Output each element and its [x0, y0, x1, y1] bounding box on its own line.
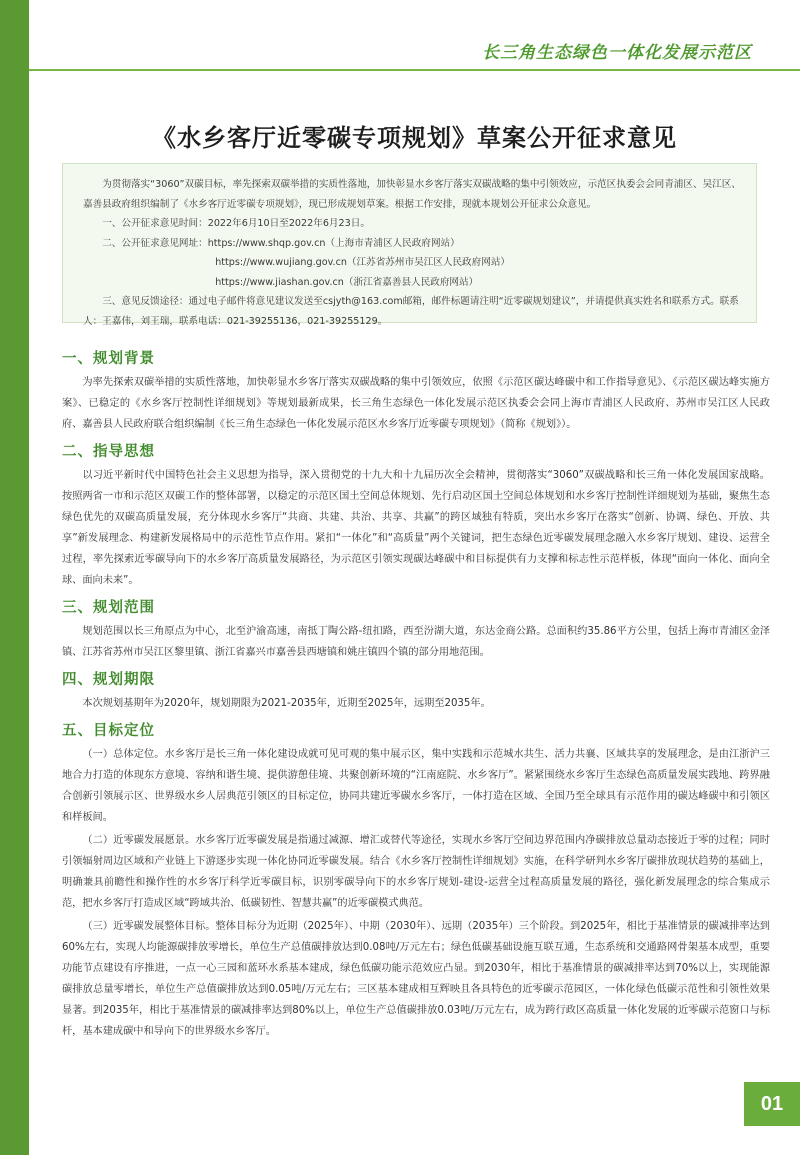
section-paragraph: 以习近平新时代中国特色社会主义思想为指导，深入贯彻党的十九大和十九届历次全会精神，贯彻落实“3060”双碳战略和长三角一体化发展国家战略。按照两省一市和示范区双碳工作的整体部署，以稳定的示范区国土空间总体规划、先行启动区国土空间总体规划和水乡客厅控制性详细规划为基础，聚焦生态绿色优先的双碳高质量发展，充分体现水乡客厅“共商、共建、共治、共享、共赢”的跨区域独有特质，突出水乡客厅在落实“创新、协调、绿色、开放、共享”新发展理念、构建新发展格局中的示范性节点作用。紧扣“一体化”和“高质量”两个关键词，把生态绿色近零碳发展理念融入水乡客厅规划、建设、运营全过程，率先探索近零碳导向下的水乡客厅高质量发展路径，为示范区引领实现碳达峰碳中和目标提供有力支撑和标志性示范样板，体现“面向一体化、面向全球、面向未来”。 — [62, 470, 770, 586]
section-paragraph: （三）近零碳发展整体目标。整体目标分为近期（2025年）、中期（2030年）、远期（2035年）三个阶段。到2025年，相比于基准情景的碳减排率达到60%左右，实现人均能源碳排放零增长，单位生产总值碳排放达到0.08吨/万元左右；绿色低碳基础设施互联互通，生态系统和交通路网骨架基本成型，重要功能节点建设有序推进，一点一心三园和蓝环水系基本建成，绿色低碳功能示范效应凸显。到2030年，相比于基准情景的碳减排率达到70%以上，实现能源碳排放总量零增长，单位生产总值碳排放达到0.05吨/万元左右；三区基本建成相互辉映且各具特色的近零碳示范园区，一体化绿色低碳示范性和引领性效果显著。到2035年，相比于基准情景的碳减排率达到80%以上，单位生产总值碳排放0.03吨/万元左右，成为跨行政区高质量一体化发展的近零碳示范窗口与标杆，基本建成碳中和导向下的世界级水乡客厅。 — [62, 921, 770, 1037]
notice-item-time: 一、公开征求意见时间：2022年6月10日至2022年6月23日。 — [102, 218, 370, 229]
notice-box — [62, 163, 757, 327]
section-paragraph: （二）近零碳发展愿景。水乡客厅近零碳发展是指通过减源、增汇或替代等途径，实现水乡客厅空间边界范围内净碳排放总量动态接近于零的过程；同时引领辐射周边区域和产业链上下游逐步实现一体化协同近零碳发展。结合《水乡客厅控制性详细规划》实施，在科学研判水乡客厅碳排放现状趋势的基础上，明确兼具前瞻性和操作性的水乡客厅科学近零碳目标，识别零碳导向下的水乡客厅规划-建设-运营全过程高质量发展的路径，强化新发展理念的综合集成示范，把水乡客厅打造成区域“跨域共治、低碳韧性、智慧共赢”的近零碳模式典范。 — [62, 835, 770, 909]
notice-item-url-3: https://www.jiashan.gov.cn（浙江省嘉善县人民政府网站） — [215, 276, 479, 288]
section-title-scope: 三、规划范围 — [62, 600, 155, 616]
section-paragraph: 本次规划基期年为2020年，规划期限为2021-2035年，近期至2025年，远期至2035年。 — [82, 698, 491, 709]
notice-item-url-1: 二、公开征求意见网址：https://www.shqp.gov.cn（上海市青浦区人民政府网站） — [102, 237, 460, 249]
section-title-period: 四、规划期限 — [62, 672, 155, 688]
section-title-guiding-ideology: 二、指导思想 — [62, 444, 155, 460]
header-title: 长三角生态绿色一体化发展示范区 — [482, 43, 752, 63]
section-title-goals: 五、目标定位 — [62, 723, 155, 739]
notice-item-url-2: https://www.wujiang.gov.cn（江苏省苏州市吴江区人民政府网站） — [215, 257, 511, 268]
section-title-background: 一、规划背景 — [62, 351, 155, 367]
page-number: 01 — [744, 1082, 800, 1126]
notice-intro: 为贯彻落实“3060”双碳目标，率先探索双碳举措的实质性落地，加快彰显水乡客厅落实双碳战略的集中引领效应，示范区执委会会同青浦区、吴江区、嘉善县政府组织编制了《水乡客厅近零碳专项规划》，现已形成规划草案。根据工作安排，现就本规划公开征求公众意见。 — [83, 179, 741, 210]
section-paragraph: 规划范围以长三角原点为中心，北至沪渝高速，南抵丁陶公路-纽扣路，西至汾湖大道，东达金商公路。总面积约35.86平方公里，包括上海市青浦区金泽镇、江苏省苏州市吴江区黎里镇、浙江省嘉兴市嘉善县西塘镇和姚庄镇四个镇的部分用地范围。 — [62, 626, 770, 658]
notice-item-feedback: 三、意见反馈途径：通过电子邮件将意见建议发送至csjyth@163.com邮箱，邮件标题请注明“近零碳规划建议”，并请提供真实姓名和联系方式。联系人：王嘉伟，刘王瑞，联系电话：021-39255136，021-39255129。 — [83, 296, 739, 327]
main-content — [62, 348, 770, 1044]
section-paragraph: 为率先探索双碳举措的实质性落地，加快彰显水乡客厅落实双碳战略的集中引领效应，依照《示范区碳达峰碳中和工作指导意见》、《示范区碳达峰实施方案》、已稳定的《水乡客厅控制性详细规划》等规划最新成果，长三角生态绿色一体化发展示范区执委会会同上海市青浦区人民政府、苏州市吴江区人民政府、嘉善县人民政府联合组织编制《长三角生态绿色一体化发展示范区水乡客厅近零碳专项规划》（简称《规划》）。 — [62, 377, 770, 430]
document-title: 《水乡客厅近零碳专项规划》草案公开征求意见 — [152, 124, 677, 152]
section-paragraph: （一）总体定位。水乡客厅是长三角一体化建设成就可见可观的集中展示区，集中实践和示范城水共生、活力共襄、区域共享的发展理念，是由江浙沪三地合力打造的体现东方意境、容纳和谐生境、提供游憩佳境、共聚创新环境的“江南庭院、水乡客厅”。紧紧围绕水乡客厅生态绿色高质量发展实践地、跨界融合创新引领展示区、世界级水乡人居典范引领区的目标定位，协同共建近零碳水乡客厅，一体打造在区域、全国乃至全球具有示范作用的碳达峰碳中和引领区和样板间。 — [62, 749, 770, 823]
header-rule — [29, 69, 800, 71]
left-accent-bar — [0, 0, 29, 1155]
